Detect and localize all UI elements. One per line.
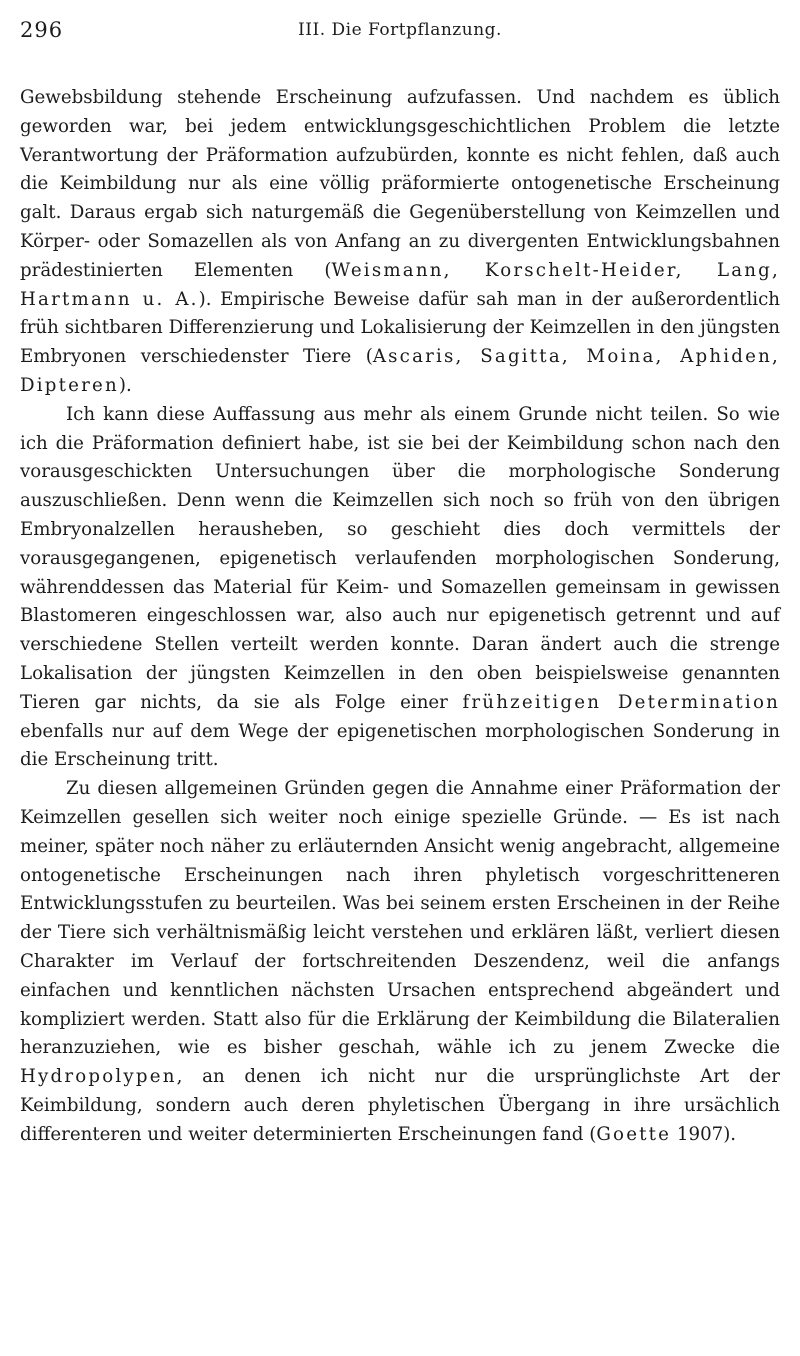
emphasis-hydropolypen: Hydropolypen xyxy=(20,1066,177,1088)
paragraph-3 xyxy=(20,775,780,1149)
running-head: III. Die Fortpflanzung. xyxy=(298,20,502,40)
paragraph-3-text-2: , an denen ich nicht nur die ursprünglichste Art der Keimbildung, sondern auch deren phyletischen Übergang in ihre ursächlich differenteren und weiter determinierten Erscheinungen fand ( xyxy=(20,1066,780,1145)
paragraph-3-text-1: Zu diesen allgemeinen Gründen gegen die Annahme einer Präformation der Keimzellen gesellen sich weiter noch einige spezielle Gründe. — Es ist nach meiner, später noch näher zu erläuternden Ansicht wenig angebracht, allgemeine ontogenetische Erscheinungen nach ihren phyletisch vorgeschritteneren Entwicklungsstufen zu beurteilen. Was bei seinem ersten Erscheinen in der Reihe der Tiere sich verhältnismäßig leicht verstehen und erklären läßt, verliert diesen Charakter im Verlauf der fortschreitenden Deszendenz, weil die anfangs einfachen und kenntlichen nächsten Ursachen entsprechend abgeändert und kompliziert werden. Statt also für die Erklärung der Keimbildung die Bilateralien heranzuziehen, wie es bisher geschah, wähle ich zu jenem Zwecke die xyxy=(20,778,780,1059)
body-text xyxy=(20,84,780,1149)
paragraph-3-text-3: 1907). xyxy=(671,1123,737,1145)
citation-author: Goette xyxy=(596,1123,672,1145)
emphasis-determination: frühzeitigen Determination xyxy=(462,691,781,713)
author-names: Weismann, Korschelt-Heider, Lang, Hartmann u. A. xyxy=(20,259,780,310)
page-header xyxy=(20,18,780,48)
animal-names: Ascaris, Sagitta, Moina, Aphiden, Dipteren xyxy=(20,346,780,396)
paragraph-1-text-1: Gewebsbildung stehende Erscheinung aufzufassen. Und nachdem es üblich geworden war, bei jedem entwicklungsgeschichtlichen Problem die letzte Verantwortung der Präformation aufzubürden, konnte es nicht fehlen, daß auch die Keimbildung nur als eine völlig präformierte ontogenetische Erscheinung galt. Daraus ergab sich naturgemäß die Gegenüberstellung von Keimzellen und Körper- oder Somazellen als von Anfang an zu divergenten Entwicklungsbahnen prädestinierten Elementen ( xyxy=(20,87,780,281)
page-number: 296 xyxy=(20,18,64,42)
paragraph-2-text-1: Ich kann diese Auffassung aus mehr als einem Grunde nicht teilen. So wie ich die Präformation definiert habe, ist sie bei der Keimbildung schon nach den vorausgeschickten Untersuchungen über die morphologische Sonderung auszuschließen. Denn wenn die Keimzellen sich noch so früh von den übrigen Embryonalzellen herausheben, so geschieht dies doch vermittels der vorausgegangenen, epigenetisch verlaufenden morphologischen Sonderung, währenddessen das Material für Keim- und Somazellen gemeinsam in gewissen Blastomeren eingeschlossen war, also auch nur epigenetisch getrennt und auf verschiedene Stellen verteilt werden konnte. Daran ändert auch die strenge Lokalisation der jüngsten Keimzellen in den oben beispielsweise genannten Tieren gar nichts, da sie als Folge einer xyxy=(20,403,780,713)
paragraph-2 xyxy=(20,401,780,775)
paragraph-2-text-2: ebenfalls nur auf dem Wege der epigenetischen morphologischen Sonderung in die Erscheinung tritt. xyxy=(20,720,780,771)
paragraph-1 xyxy=(20,84,780,401)
paragraph-1-text-2: ). Empirische Beweise dafür sah man in der außerordentlich früh sichtbaren Differenzierung und Lokalisierung der Keimzellen in den jüngsten Embryonen verschiedenster Tiere ( xyxy=(20,288,780,368)
paragraph-1-text-3: ). xyxy=(118,374,132,396)
